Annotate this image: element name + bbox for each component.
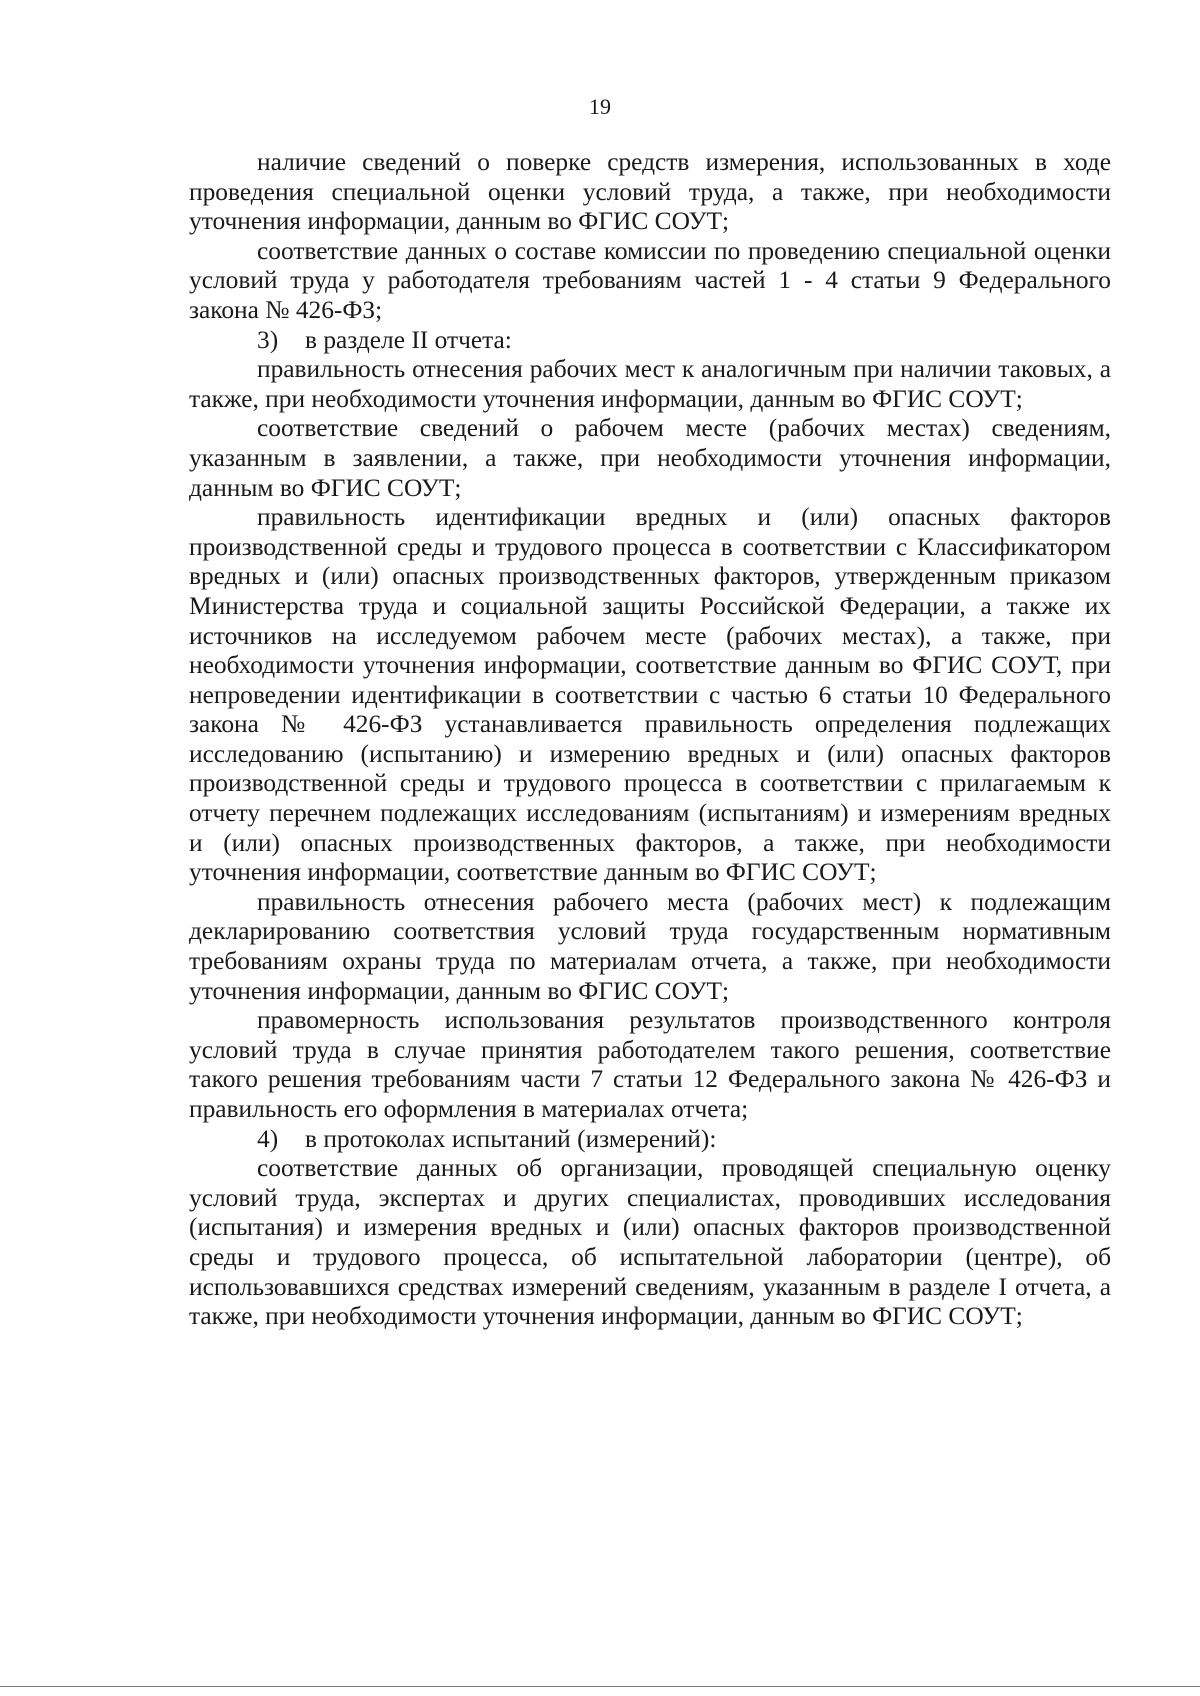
page-bottom-rule [0, 1686, 1200, 1687]
page-number: 19 [589, 94, 611, 119]
paragraph-commission-composition: соответствие данных о составе комиссии по проведению специальной оценки условий труда у работодателя требованиям частей 1 - 4 статьи 9 Федерального закона № 426-ФЗ; [189, 236, 1111, 324]
paragraph-analogous-workplaces: правильность отнесения рабочих мест к аналогичным при наличии таковых, а также, при необходимости уточнения информации, данным во ФГИС СОУТ; [189, 355, 1111, 413]
paragraph-organization-data: соответствие данных об организации, проводящей специальную оценку условий труда, экспертах и других специалистах, проводивших исследования (испытания) и измерения вредных и (или) опасных факторов производственной среды и трудового процесса, об испытательной лаборатории (центре), об использовавшихся средствах измерений сведениям, указанным в разделе I отчета, а также, при необходимости уточнения информации, данным во ФГИС СОУТ; [189, 1154, 1111, 1331]
list-item-number: 3) [257, 325, 279, 354]
list-item-label: в разделе II отчета: [305, 325, 512, 354]
paragraph-verification-info: наличие сведений о поверке средств измерения, использованных в ходе проведения специальной оценки условий труда, а также, при необходимости уточнения информации, данным во ФГИС СОУТ; [189, 148, 1111, 236]
list-item-label: в протоколах испытаний (измерений): [305, 1124, 717, 1153]
paragraph-workplace-info: соответствие сведений о рабочем месте (рабочих местах) сведениям, указанным в заявлении, а также, при необходимости уточнения информации, данным во ФГИС СОУТ; [189, 414, 1111, 502]
paragraph-declaration: правильность отнесения рабочего места (рабочих мест) к подлежащим декларированию соответствия условий труда государственным нормативным требованиям охраны труда по материалам отчета, а также, при необходимости уточнения информации, данным во ФГИС СОУТ; [189, 887, 1111, 1005]
list-item-number: 4) [257, 1124, 279, 1153]
list-item-test-protocols [189, 1125, 1111, 1155]
list-item-section-ii [189, 326, 1111, 356]
paragraph-production-control: правомерность использования результатов производственного контроля условий труда в случае принятия работодателем такого решения, соответствие такого решения требованиям части 7 статьи 12 Федерального закона № 426-ФЗ и правильность его оформления в материалах отчета; [189, 1006, 1111, 1123]
paragraph-factor-identification: правильность идентификации вредных и (или) опасных факторов производственной среды и трудового процесса в соответствии с Классификатором вредных и (или) опасных производственных факторов, утвержденным приказом Министерства труда и социальной защиты Российской Федерации, а также их источников на исследуемом рабочем месте (рабочих местах), а также, при необходимости уточнения информации, соответствие данным во ФГИС СОУТ, при непроведении идентификации в соответствии с частью 6 статьи 10 Федерального закона № 426-ФЗ устанавливается правильность определения подлежащих исследованию (испытанию) и измерению вредных и (или) опасных факторов производственной среды и трудового процесса в соответствии с прилагаемым к отчету перечнем подлежащих исследованиям (испытаниям) и измерениям вредных и (или) опасных производственных факторов, а также, при необходимости уточнения информации, соответствие данным во ФГИС СОУТ; [189, 503, 1111, 887]
document-body [189, 148, 1111, 1332]
